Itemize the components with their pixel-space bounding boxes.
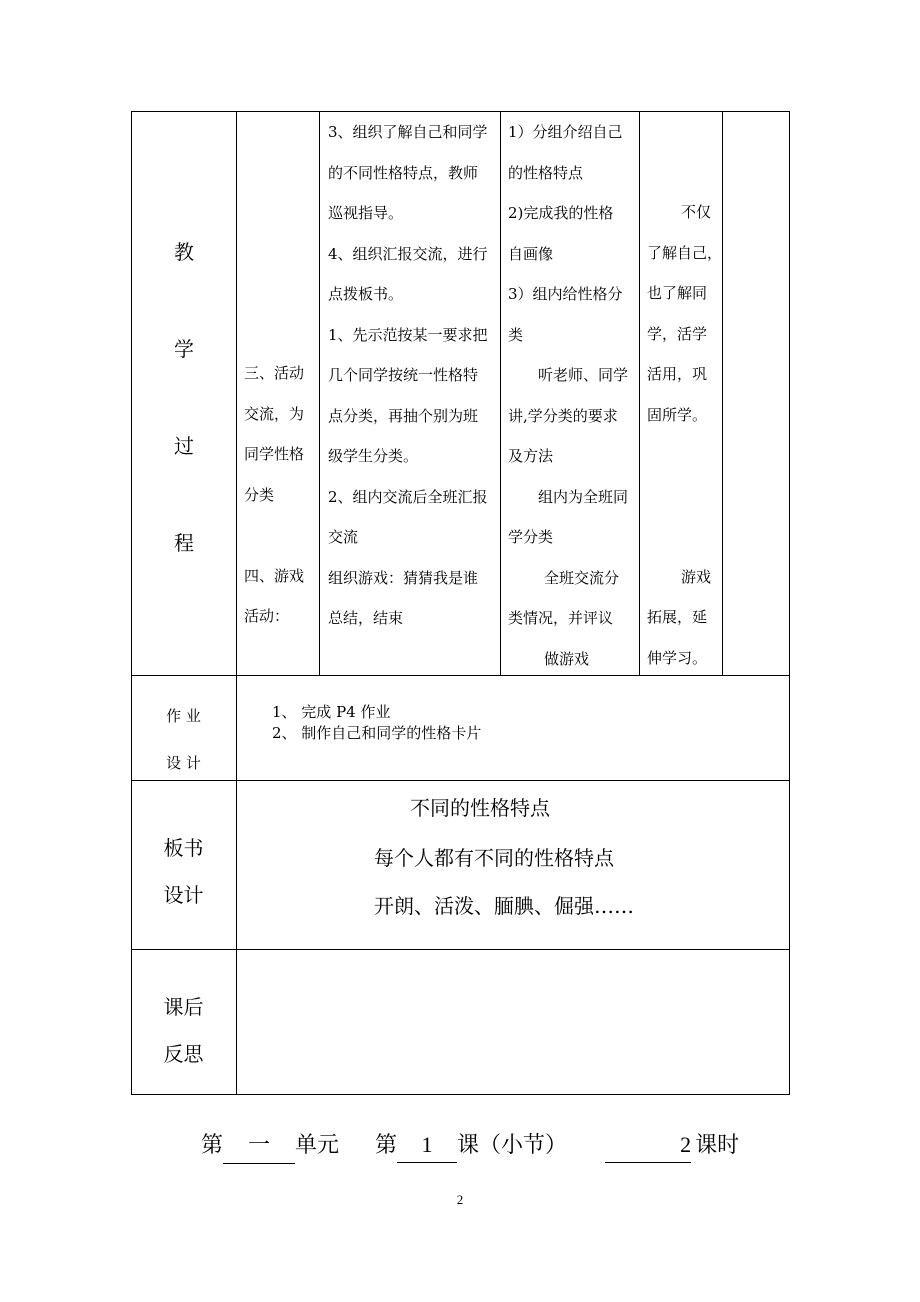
teacher-activity-line: 巡视指导。: [328, 204, 404, 222]
teacher-activity-line: 组织游戏：猜猜我是谁: [328, 568, 479, 587]
reflection-label-line: 反思: [163, 1042, 204, 1066]
student-activity-line: 的性格特点: [508, 163, 584, 182]
student-activity-line: 组内为全班同: [538, 487, 629, 506]
reflection-label: [131, 984, 236, 1078]
student-activity-line: 2)完成我的性格: [508, 204, 614, 222]
design-intent-line: 学，活学: [647, 324, 708, 343]
homework-item: 1、 完成 P4 作业: [272, 703, 391, 721]
student-activity-line: 类: [508, 325, 524, 344]
student-activity-line: 自画像: [508, 244, 554, 263]
hour-suffix: 课时: [695, 1133, 740, 1158]
unit-suffix: 单元: [295, 1133, 340, 1158]
teacher-activity-line: 4、组织汇报交流，进行: [328, 244, 488, 263]
unit-prefix: 第: [201, 1133, 224, 1158]
column-divider: [639, 111, 640, 676]
activity-step-line: 交流，为: [244, 404, 305, 423]
reflection-content[interactable]: [237, 950, 789, 1094]
teacher-activity-line: 1、先示范按某一要求把: [328, 325, 488, 344]
student-activity-column: [508, 112, 638, 679]
student-activity-line: 全班交流分: [544, 568, 620, 587]
design-intent-line: 不仅: [681, 203, 712, 221]
design-intent-line: 了解自己，: [647, 243, 723, 262]
board-line: 开朗、活泼、腼腆、倔强……: [374, 894, 634, 918]
teacher-activity-line: 级学生分类。: [328, 447, 419, 465]
teacher-activity-line: 点分类，再抽个别为班: [328, 406, 479, 425]
process-title-char: 教: [174, 240, 194, 264]
design-intent-line: 固所学。: [647, 405, 708, 424]
lesson-value: 1: [397, 1128, 457, 1163]
process-title-char: 过: [174, 434, 194, 458]
board-label-line: 设计: [163, 883, 204, 907]
board-line: 不同的性格特点: [410, 796, 550, 820]
activity-step-line: 四、游戏: [244, 566, 305, 585]
unit-value: 一: [223, 1129, 295, 1164]
activity-step-line: 活动：: [244, 607, 290, 625]
lesson-footer: [201, 1128, 739, 1164]
page-number: 2: [456, 1192, 464, 1207]
board-label: [131, 825, 236, 919]
activity-steps-column: [244, 353, 318, 637]
student-activity-line: 听老师、同学: [538, 366, 629, 384]
design-intent-line: 拓展，延: [647, 608, 708, 626]
board-label-line: 板书: [163, 836, 204, 860]
design-intent-column: [647, 192, 723, 678]
column-divider: [500, 111, 501, 676]
column-divider: [319, 111, 320, 676]
student-activity-line: 学分类: [508, 528, 554, 546]
teacher-activity-line: 交流: [328, 528, 359, 546]
process-title-char: 学: [174, 337, 194, 361]
student-activity-line: 做游戏: [544, 649, 590, 668]
design-intent-line: 活用，巩: [647, 365, 708, 383]
table-border-bottom: [131, 1094, 790, 1095]
process-title-char: 程: [174, 531, 194, 555]
student-activity-line: 及方法: [508, 447, 554, 465]
design-intent-line: 伸学习。: [647, 648, 708, 667]
activity-step-line: 三、活动: [244, 364, 305, 382]
teacher-activity-line: 3、组织了解自己和同学: [328, 123, 488, 141]
activity-step-line: 同学性格: [244, 445, 305, 463]
lesson-suffix: 课（小节）: [457, 1133, 568, 1158]
teacher-activity-line: 的不同性格特点，教师: [328, 163, 479, 182]
teacher-activity-line: 2、组内交流后全班汇报: [328, 487, 488, 506]
design-intent-line: 游戏: [681, 567, 712, 586]
student-activity-line: 讲,学分类的要求: [508, 406, 618, 425]
hour-value: 2: [605, 1128, 691, 1163]
homework-label-line: 设 计: [166, 754, 201, 772]
teacher-activity-column: [328, 112, 498, 639]
homework-label-line: 作 业: [166, 707, 201, 725]
homework-items: [272, 702, 481, 744]
table-border-left: [131, 111, 132, 1095]
teacher-activity-line: 点拨板书。: [328, 285, 404, 303]
teacher-activity-line: 几个同学按统一性格特: [328, 366, 479, 384]
design-intent-line: 也了解同: [647, 284, 708, 302]
student-activity-line: 3）组内给性格分: [508, 285, 623, 303]
activity-step-line: 分类: [244, 485, 275, 504]
reflection-label-line: 课后: [163, 995, 204, 1019]
teacher-activity-line: 总结，结束: [328, 609, 404, 627]
column-divider: [236, 111, 237, 1095]
homework-item: 2、 制作自己和同学的性格卡片: [272, 724, 482, 742]
student-activity-line: 类情况，并评议: [508, 609, 614, 627]
lesson-prefix: 第: [375, 1133, 398, 1158]
board-line: 每个人都有不同的性格特点: [374, 846, 614, 870]
table-border-right: [789, 111, 790, 1095]
homework-label: [131, 693, 236, 787]
student-activity-line: 1）分组介绍自己: [508, 123, 623, 141]
